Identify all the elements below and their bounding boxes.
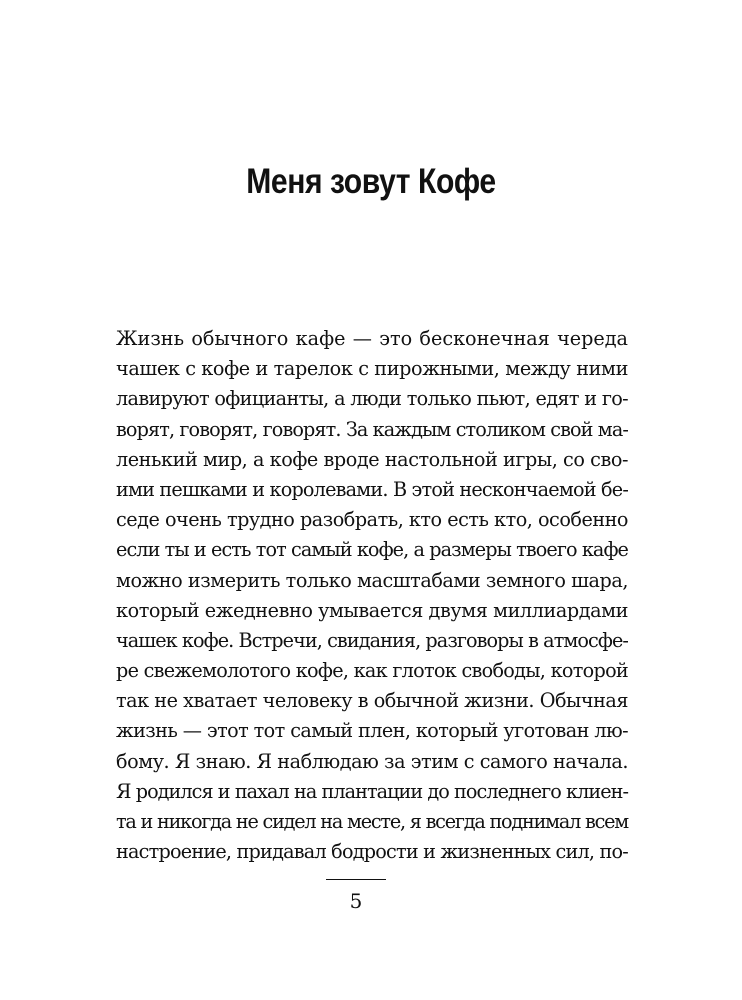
page-number: 5 xyxy=(349,889,363,913)
text-line: Я родился и пахал на плантации до последнего клиен- xyxy=(116,779,629,803)
text-line: ленький мир, а кофе вроде настольной игры, со сво- xyxy=(116,447,628,471)
text-line: бому. Я знаю. Я наблюдаю за этим с самого начала. xyxy=(116,749,628,773)
text-line: Жизнь обычного кафе — это бесконечная череда xyxy=(116,327,628,350)
text-line: если ты и есть тот самый кофе, а размеры твоего кафе xyxy=(116,538,629,562)
text-line: настроение, придавал бодрости и жизненных сил, по- xyxy=(116,840,629,864)
text-line: та и никогда не сидел на месте, я всегда поднимал всем xyxy=(116,810,628,833)
text-line: жизнь — этот тот самый плен, который уготован лю- xyxy=(116,719,629,743)
text-line: можно измерить только масштабами земного шара, xyxy=(116,568,629,592)
text-line: лавируют официанты, а люди только пьют, едят и го- xyxy=(116,387,629,411)
footer-rule xyxy=(326,879,386,880)
text-line: чашек кофе. Встречи, свидания, разговоры в атмосфе- xyxy=(116,628,628,652)
text-line: седе очень трудно разобрать, кто есть кто, особенно xyxy=(116,508,628,532)
chapter-title: Меня зовут Кофе xyxy=(246,162,496,201)
body-paragraph xyxy=(116,324,628,867)
text-line: чашек с кофе и тарелок с пирожными, между ними xyxy=(116,357,628,381)
text-line: ворят, говорят, говорят. За каждым столиком свой ма- xyxy=(116,417,628,441)
text-line: ими пешками и королевами. В этой нескончаемой бе- xyxy=(116,477,628,501)
text-line: который ежедневно умывается двумя миллиардами xyxy=(116,598,628,622)
text-line: ре свежемолотого кофе, как глоток свободы, которой xyxy=(116,659,628,683)
text-line: так не хватает человеку в обычной жизни. Обычная xyxy=(116,689,629,713)
